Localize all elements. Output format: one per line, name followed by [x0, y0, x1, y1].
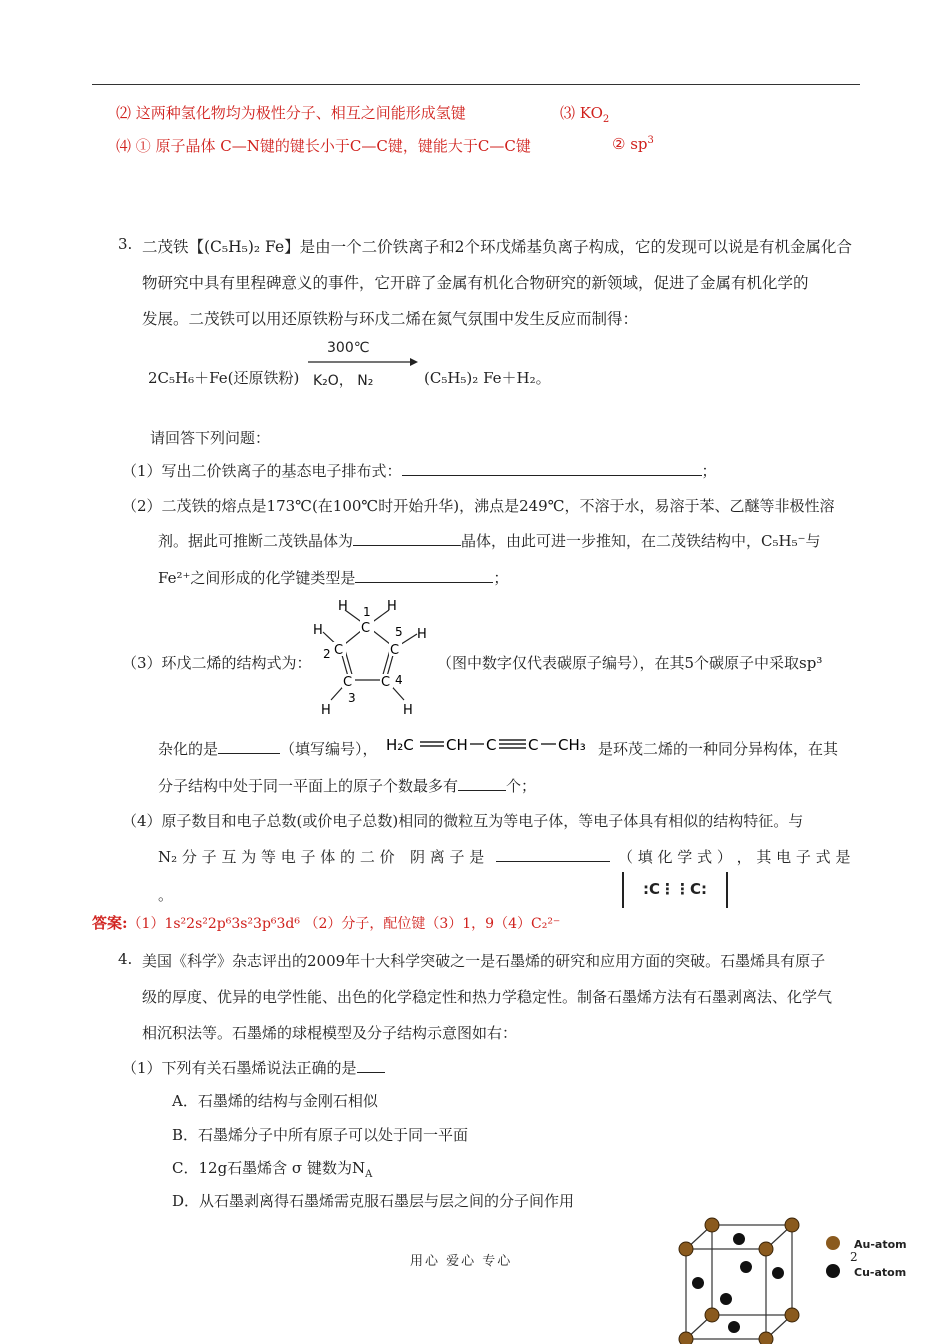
au-atom [759, 1332, 773, 1344]
q3-part3-line2-end: 是环茂二烯的一种同分异构体，在其 [598, 740, 839, 758]
answer-2: ⑵ 这两种氢化物均为极性分子、相互之间能形成氢键 [116, 104, 466, 122]
q3-answer [92, 912, 560, 933]
au-atom [785, 1218, 799, 1232]
equation-condition-bottom: K₂O， N₂ [313, 373, 374, 389]
cu-atom [740, 1261, 752, 1273]
cu-atom [728, 1321, 740, 1333]
q3-part4-line1: （4）原子数目和电子总数(或价电子总数)相同的微粒互为等电子体，等电子体具有相似的结构特征。与 [122, 812, 804, 830]
crystal-type-blank[interactable] [353, 532, 461, 546]
option-b: B．石墨烯分子中所有原子可以处于同一平面 [172, 1126, 469, 1144]
q3-prompt: 请回答下列问题： [150, 429, 271, 447]
answer-3: ⑶ $KO_2$ [560, 104, 610, 125]
au-legend-label: Au-atom [854, 1238, 907, 1251]
cu-legend-icon [826, 1264, 840, 1278]
sp3-carbon-blank[interactable] [218, 740, 280, 754]
anion-formula-blank[interactable] [496, 848, 610, 862]
au-atom [679, 1242, 693, 1256]
q3-intro-2: 物研究中具有里程碑意义的事件，它开辟了金属有机化合物研究的新领域，促进了金属有机化学的 [142, 274, 809, 292]
h-atom: H [387, 599, 397, 614]
h-atom: H [403, 703, 413, 717]
bond-type-blank[interactable] [355, 569, 493, 583]
q3-part4-line2a: N₂ 分 子 互 为 等 电 子 体 的 二 价 [158, 848, 395, 866]
answer-line-2 [116, 135, 531, 156]
header-rule [92, 84, 860, 85]
carbon-number: 1 [363, 605, 371, 619]
answer-4: ⑷ ① 原子晶体 C—N键的键长小于C—C键，键能大于C—C键 [116, 137, 531, 155]
q4-part1-blank[interactable] [357, 1059, 385, 1073]
page-number: 2 [850, 1250, 858, 1264]
c-atom: C [361, 621, 371, 636]
c-atom: C [343, 675, 353, 690]
q3-part4-line2b: 阴 离 子 是 [410, 848, 485, 866]
q4-number: 4. [118, 950, 133, 968]
carbon-number: 2 [323, 647, 331, 661]
au-legend-icon [826, 1236, 840, 1250]
answer-line-1 [116, 102, 466, 123]
c-atom: C [390, 643, 400, 658]
footer-text: 用心 爱心 专心 [410, 1254, 513, 1269]
equation-condition-top: 300℃ [327, 340, 370, 356]
coplanar-count-blank[interactable] [458, 777, 506, 791]
q3-part3-line3: 分子结构中处于同一平面上的原子个数最多有 个； [158, 777, 537, 795]
answer-4-sp3: ② $sp^3$ [612, 135, 654, 153]
q4-intro-1: 美国《科学》杂志评出的2009年十大科学突破之一是石墨烯的研究和应用方面的突破。石墨烯具有原子 [142, 952, 826, 970]
svg-text:C: C [528, 736, 539, 754]
option-c: C．12g石墨烯含 σ 键数为$N_A$ [172, 1159, 373, 1180]
equation-right: (C₅H₅)₂ Fe＋H₂。 [424, 369, 551, 387]
cu-atom [720, 1293, 732, 1305]
isomer-structure [386, 732, 598, 758]
cu-atom [692, 1277, 704, 1289]
h-atom: H [321, 703, 331, 717]
au-atom [759, 1242, 773, 1256]
svg-text:CH₃: CH₃ [558, 736, 586, 754]
cu-atom [772, 1267, 784, 1279]
svg-text:CH: CH [446, 736, 468, 754]
q3-part4-line3: 。 [158, 886, 174, 904]
crystal-cell-diagram [668, 1215, 808, 1344]
q3-part3-line1a: （3）环戊二烯的结构式为： [122, 654, 312, 672]
au-atom [705, 1218, 719, 1232]
h-atom: H [313, 623, 323, 638]
c-atom: C [381, 675, 391, 690]
q4-intro-2: 级的厚度、优异的电学性能、出色的化学稳定性和热力学稳定性。制备石墨烯方法有石墨剥离法、化学气 [142, 988, 833, 1006]
carbon-number: 3 [348, 691, 356, 705]
answer-label: 答案: [92, 914, 128, 932]
q4-intro-3: 相沉积法等。石墨烯的球棍模型及分子结构示意图如右： [142, 1024, 518, 1042]
q3-part3-line2: 杂化的是 （填写编号）， [158, 740, 378, 758]
q3-part1-blank[interactable] [402, 462, 702, 476]
au-atom [705, 1308, 719, 1322]
h-atom: H [417, 627, 427, 642]
q3-intro-1: 二茂铁【(C₅H₅)₂ Fe】是由一个二价铁离子和2个环戊烯基负离子构成，它的发现可以说是有机金属化合 [142, 238, 852, 256]
q3-part1: （1）写出二价铁离子的基态电子排布式： ； [122, 462, 717, 480]
cu-atom [733, 1233, 745, 1245]
q3-intro-3: 发展。二茂铁可以用还原铁粉与环戊二烯在氮气氛围中发生反应而制得： [142, 310, 639, 328]
q3-part3-line1b: （图中数字仅代表碳原子编号），在其5个碳原子中采取sp³ [437, 654, 823, 672]
q3-part2-line1: （2）二茂铁的熔点是173℃(在100℃时开始升华)，沸点是249℃，不溶于水，易溶于苯、乙醚等非极性溶 [122, 497, 835, 515]
au-atom [785, 1308, 799, 1322]
au-atom [679, 1332, 693, 1344]
q3-part2-line3: Fe²⁺之间形成的化学键类型是 ； [158, 569, 509, 587]
carbon-number: 4 [395, 673, 403, 687]
cu-legend-label: Cu-atom [854, 1266, 907, 1279]
q3-part4-line2c: （ 填 化 学 式 ） ， 其 电 子 式 是 [618, 848, 851, 866]
option-a: A．石墨烯的结构与金刚石相似 [172, 1092, 378, 1110]
answer-text: （1）1s²2s²2p⁶3s²3p⁶3d⁶ （2）分子，配位键（3）1，9（4）C₂²⁻ [127, 916, 561, 932]
carbon-number: 5 [395, 625, 403, 639]
svg-text:H₂C: H₂C [386, 736, 414, 754]
q3-part2-line2: 剂。据此可推断二茂铁晶体为 晶体，由此可进一步推知，在二茂铁结构中，C₅H₅⁻与 [158, 532, 821, 550]
cyclopentadiene-structure [305, 592, 435, 717]
electron-formula: :C⋮⋮C: [622, 872, 728, 908]
q3-number: 3. [118, 235, 133, 253]
equation-left: 2C₅H₆＋Fe(还原铁粉) [148, 369, 300, 387]
c-atom: C [334, 643, 344, 658]
h-atom: H [338, 599, 348, 614]
reaction-arrow-icon [306, 356, 418, 368]
option-d: D．从石墨剥离得石墨烯需克服石墨层与层之间的分子间作用 [172, 1192, 575, 1210]
q4-part1: （1）下列有关石墨烯说法正确的是 [122, 1057, 385, 1078]
svg-text:C: C [486, 736, 497, 754]
